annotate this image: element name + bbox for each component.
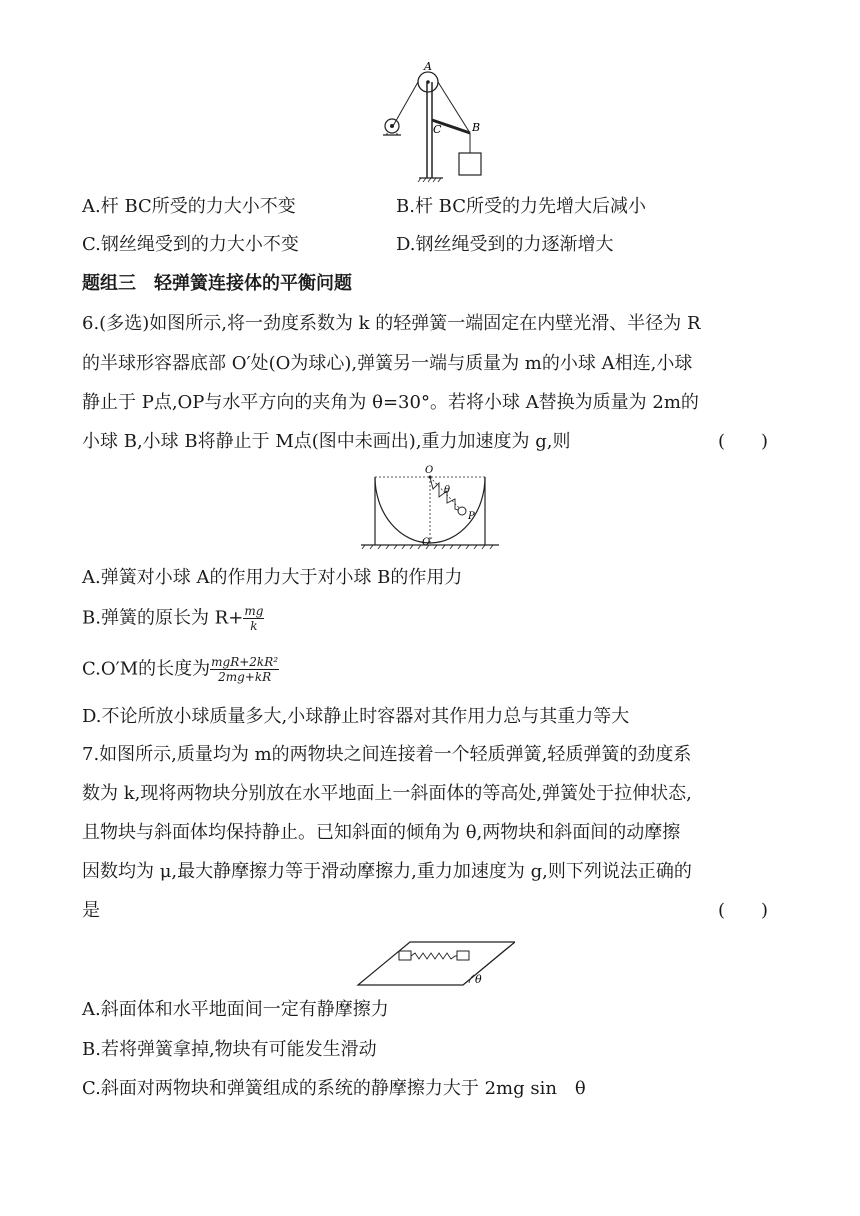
fig2-label-o-prime: O′: [422, 537, 433, 548]
figure-pulley-rod: [375, 58, 505, 183]
q5-option-c[interactable]: C.钢丝绳受到的力大小不变: [82, 234, 299, 255]
figure-incline-blocks: [355, 935, 515, 990]
q5-option-d[interactable]: D.钢丝绳受到的力逐渐增大: [396, 234, 614, 255]
q7-text-line-1: 7.如图所示,质量均为 m的两物块之间连接着一个轻质弹簧,轻质弹簧的劲度系: [82, 744, 692, 765]
q6-option-c-denominator: 2mg+kR: [218, 670, 272, 684]
q6-text-line-3: 静止于 P点,OP与水平方向的夹角为 θ=30°。若将小球 A替换为质量为 2m的: [82, 392, 699, 413]
q6-option-c-fraction: [210, 655, 279, 684]
q6-option-b-numerator: mg: [244, 604, 264, 618]
fig2-label-p: P: [468, 511, 475, 522]
q7-text-line-3: 且物块与斜面体均保持静止。已知斜面的倾角为 θ,两物块和斜面间的动摩擦: [82, 822, 681, 843]
q6-answer-paren[interactable]: ( ): [718, 431, 769, 452]
q6-text-line-2: 的半球形容器底部 O′处(O为球心),弹簧另一端与质量为 m的小球 A相连,小球: [82, 353, 693, 374]
q7-option-c[interactable]: C.斜面对两物块和弹簧组成的系统的静摩擦力大于 2mg sin θ: [82, 1078, 586, 1099]
q5-option-a[interactable]: A.杆 BC所受的力大小不变: [82, 196, 296, 217]
q7-text-line-4: 因数均为 μ,最大静摩擦力等于滑动摩擦力,重力加速度为 g,则下列说法正确的: [82, 861, 692, 882]
q6-option-b-prefix: B.弹簧的原长为 R+: [82, 607, 244, 629]
q7-option-b[interactable]: B.若将弹簧拿掉,物块有可能发生滑动: [82, 1039, 377, 1060]
q6-option-a[interactable]: A.弹簧对小球 A的作用力大于对小球 B的作用力: [82, 567, 463, 588]
fig1-label-a: A: [424, 60, 432, 73]
fig3-label-theta: θ: [475, 973, 482, 986]
q7-text-line-2: 数为 k,现将两物块分别放在水平地面上一斜面体的等高处,弹簧处于拉伸状态,: [82, 783, 692, 804]
fig2-label-o: O: [425, 465, 434, 476]
q6-option-c[interactable]: [82, 655, 279, 684]
figure-hemisphere-spring: [355, 465, 505, 555]
q7-answer-paren[interactable]: ( ): [718, 900, 769, 921]
q6-option-c-prefix: C.O′M的长度为: [82, 658, 211, 680]
fig1-label-c: C: [433, 123, 442, 136]
q6-text-line-1: 6.(多选)如图所示,将一劲度系数为 k 的轻弹簧一端固定在内壁光滑、半径为 R: [82, 313, 701, 334]
q6-option-b[interactable]: [82, 604, 264, 633]
section-title: 题组三 轻弹簧连接体的平衡问题: [82, 273, 352, 294]
q6-option-b-fraction: [243, 604, 264, 633]
q7-option-a[interactable]: A.斜面体和水平地面间一定有静摩擦力: [82, 999, 389, 1020]
q5-option-b[interactable]: B.杆 BC所受的力先增大后减小: [396, 196, 647, 217]
fig1-label-b: B: [472, 121, 481, 134]
fig2-label-theta: θ: [444, 485, 451, 496]
q6-text-line-4: 小球 B,小球 B将静止于 M点(图中未画出),重力加速度为 g,则: [82, 431, 571, 452]
q6-option-c-numerator: mgR+2kR²: [211, 655, 279, 669]
q6-option-d[interactable]: D.不论所放小球质量多大,小球静止时容器对其作用力总与其重力等大: [82, 706, 630, 727]
q6-option-b-denominator: k: [250, 619, 258, 633]
q7-text-line-5: 是: [82, 900, 100, 921]
